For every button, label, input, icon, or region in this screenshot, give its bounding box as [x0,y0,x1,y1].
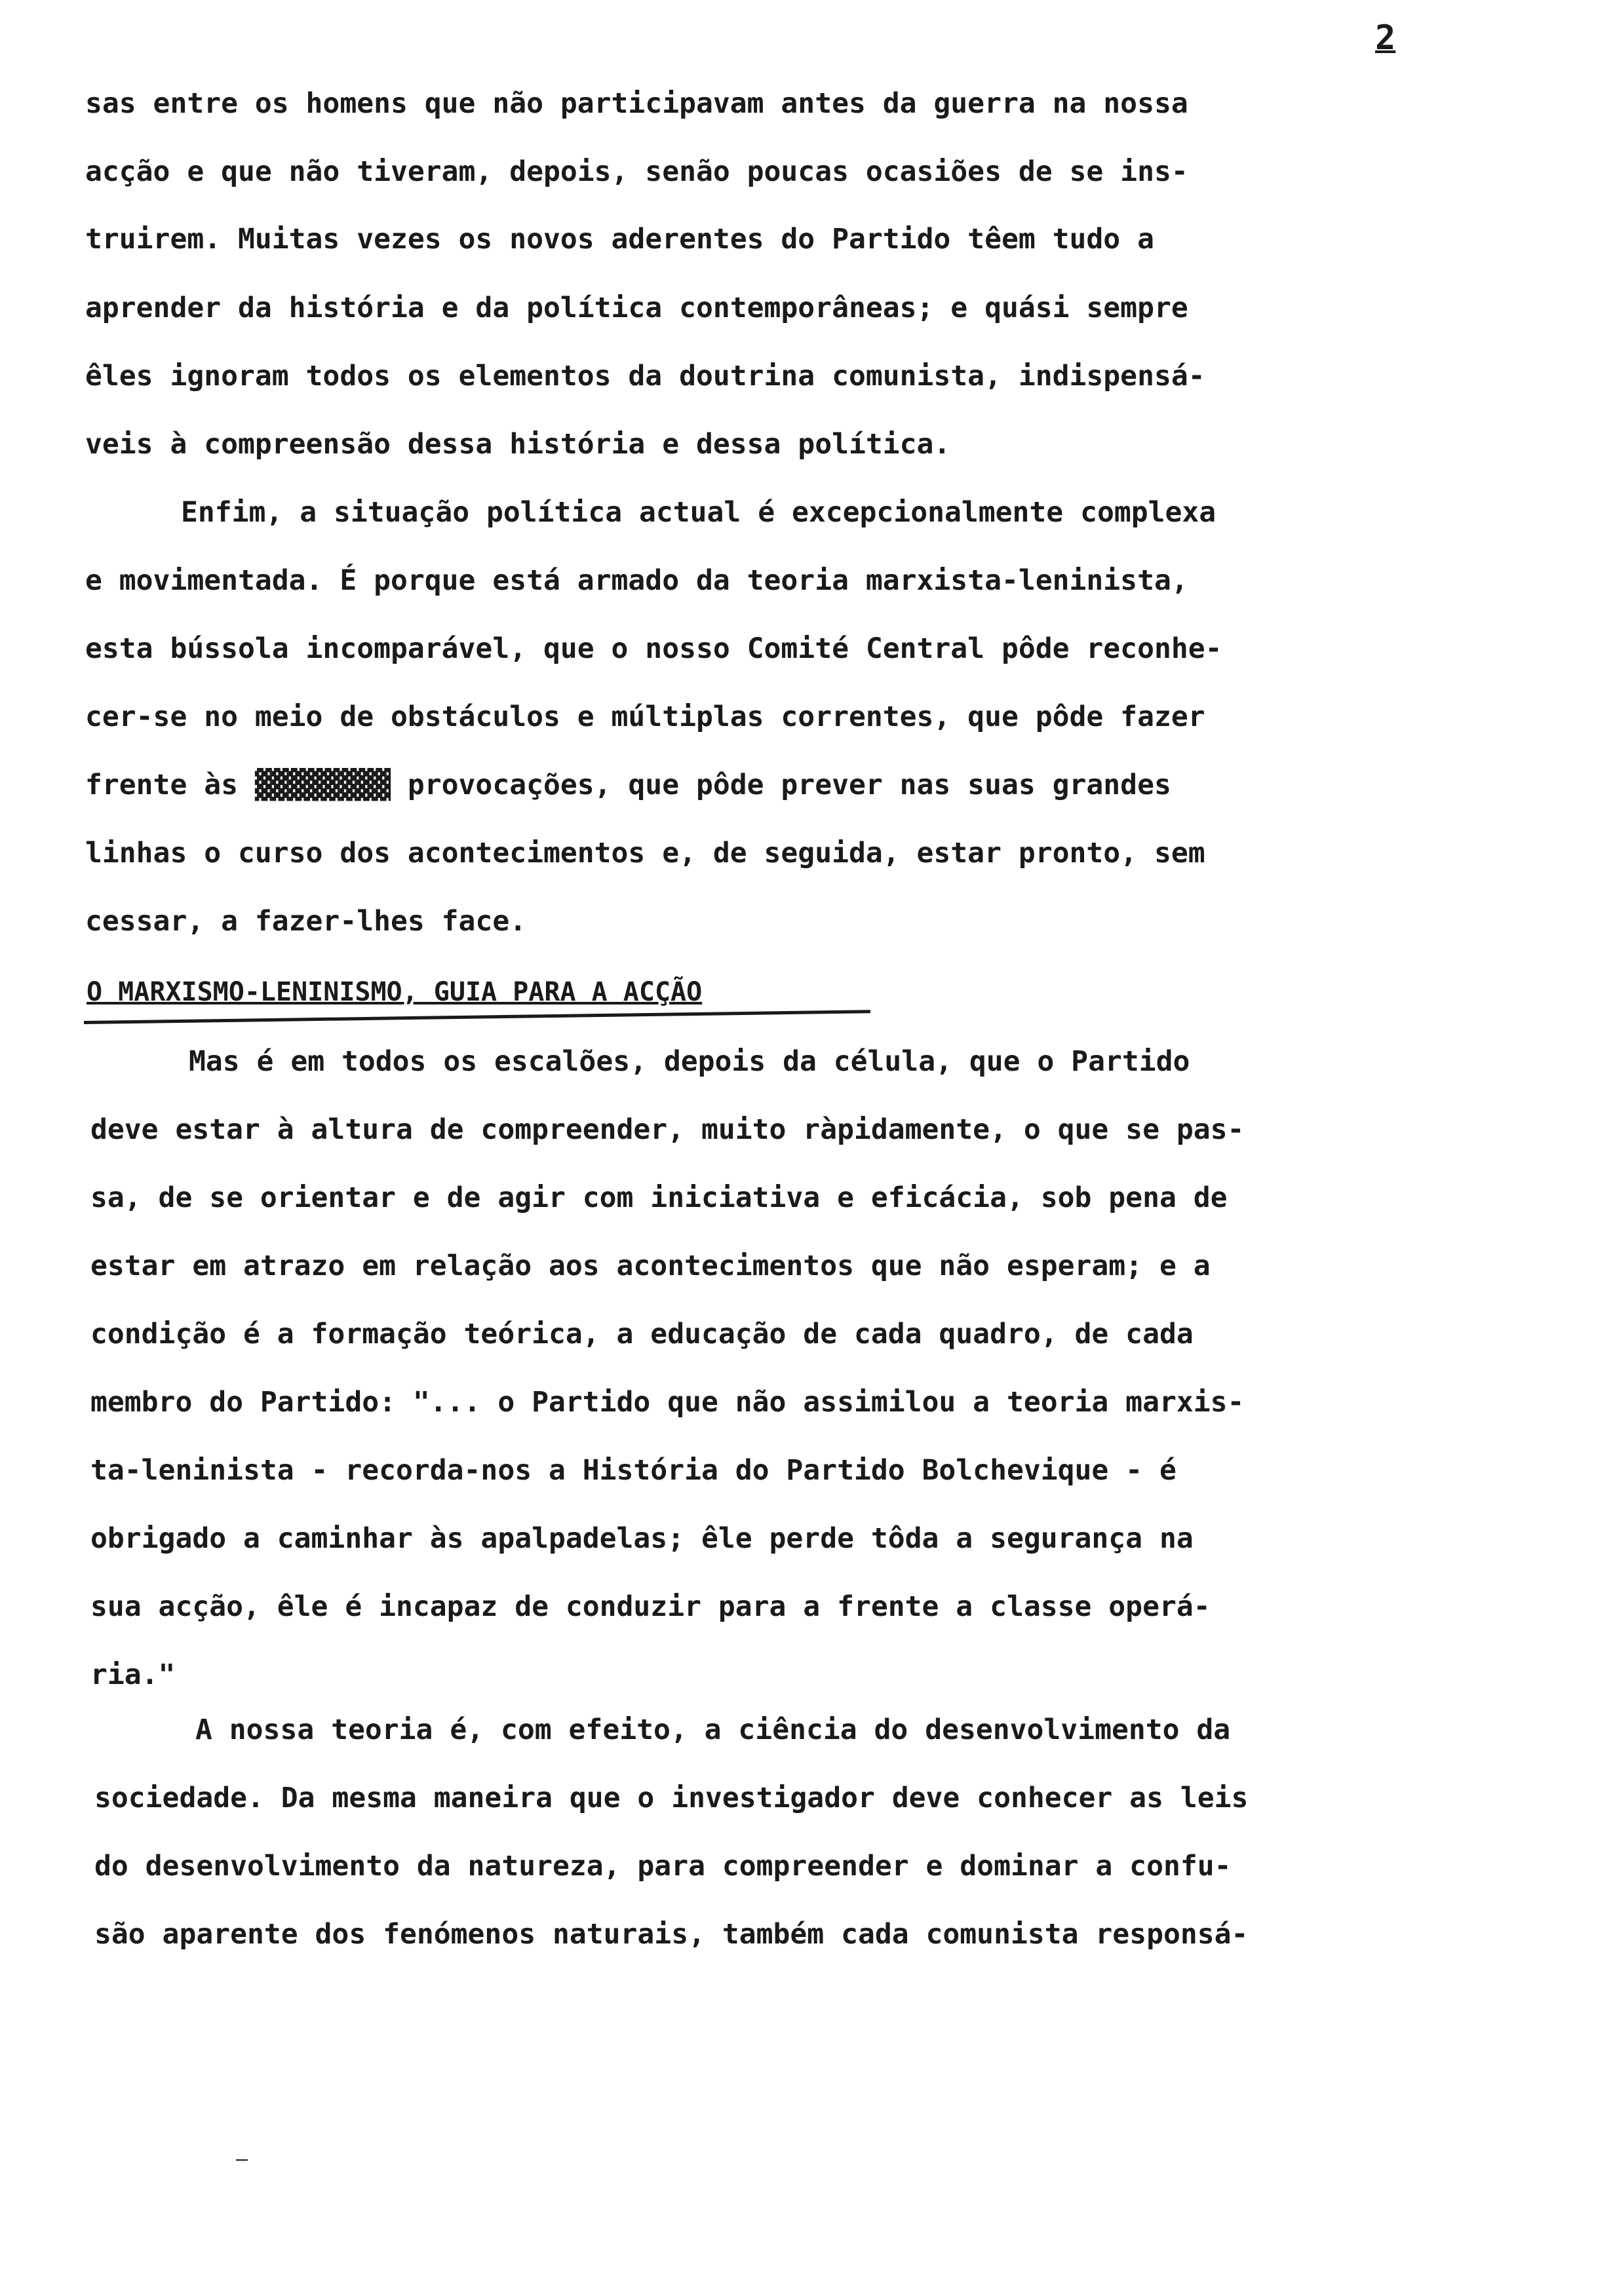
text-line: veis à compreensão dessa história e dessa política. [85,428,951,461]
stray-mark [236,2159,248,2161]
text-line: aprender da história e da política contemporâneas; e quási sempre [85,292,1188,324]
text-line: membro do Partido: "... o Partido que não assimilou a teoria marxis- [90,1386,1245,1419]
text-line: truirem. Muitas vezes os novos aderentes do Partido têem tudo a [85,223,1154,256]
text-line: Enfim, a situação política actual é excepcionalmente complexa [181,496,1216,529]
text-line: linhas o curso dos acontecimentos e, de seguida, estar pronto, sem [85,837,1205,870]
text-line: deve estar à altura de compreender, muito ràpidamente, o que se pas- [90,1113,1245,1146]
text-line: cessar, a fazer-lhes face. [85,905,527,938]
text-line: A nossa teoria é, com efeito, a ciência do desenvolvimento da [195,1713,1231,1746]
text-line: ta-leninista - recorda-nos a História do Partido Bolchevique - é [90,1454,1177,1487]
heading-underline [84,1010,870,1024]
text-line: sua acção, êle é incapaz de conduzir para a frente a classe operá- [90,1590,1211,1623]
text-line: Mas é em todos os escalões, depois da célula, que o Partido [189,1045,1190,1078]
text-line: ria." [90,1658,176,1691]
section-heading: O MARXISMO-LENINISMO, GUIA PARA A ACÇÃO [87,977,703,1007]
text-line: estar em atrazo em relação aos acontecimentos que não esperam; e a [90,1250,1211,1282]
page-number: 2 [1375,18,1396,58]
text-line: e movimentada. É porque está armado da teoria marxista-leninista, [85,564,1188,597]
text-line: acção e que não tiveram, depois, senão poucas ocasiões de se ins- [85,155,1188,188]
text-line: êles ignoram todos os elementos da doutrina comunista, indispensá- [85,360,1205,392]
text-line: condição é a formação teórica, a educação de cada quadro, de cada [90,1318,1194,1350]
text-line: do desenvolvimento da natureza, para compreender e dominar a confu- [94,1850,1232,1883]
text-line: sa, de se orientar e de agir com iniciativa e eficácia, sob pena de [90,1181,1228,1214]
text-line: cer-se no meio de obstáculos e múltiplas correntes, que pôde fazer [85,700,1205,733]
text-line: são aparente dos fenómenos naturais, também cada comunista responsá- [94,1918,1249,1951]
text-line: obrigado a caminhar às apalpadelas; êle perde tôda a segurança na [90,1522,1194,1555]
text-line: sas entre os homens que não participavam antes da guerra na nossa [85,87,1188,120]
text-line: esta bússola incomparável, que o nosso Comité Central pôde reconhe- [85,632,1222,665]
text-line: sociedade. Da mesma maneira que o investigador deve conhecer as leis [94,1782,1249,1814]
text-line: frente às ▓▓▓▓▓▓▓▓ provocações, que pôde prever nas suas grandes [85,769,1171,801]
